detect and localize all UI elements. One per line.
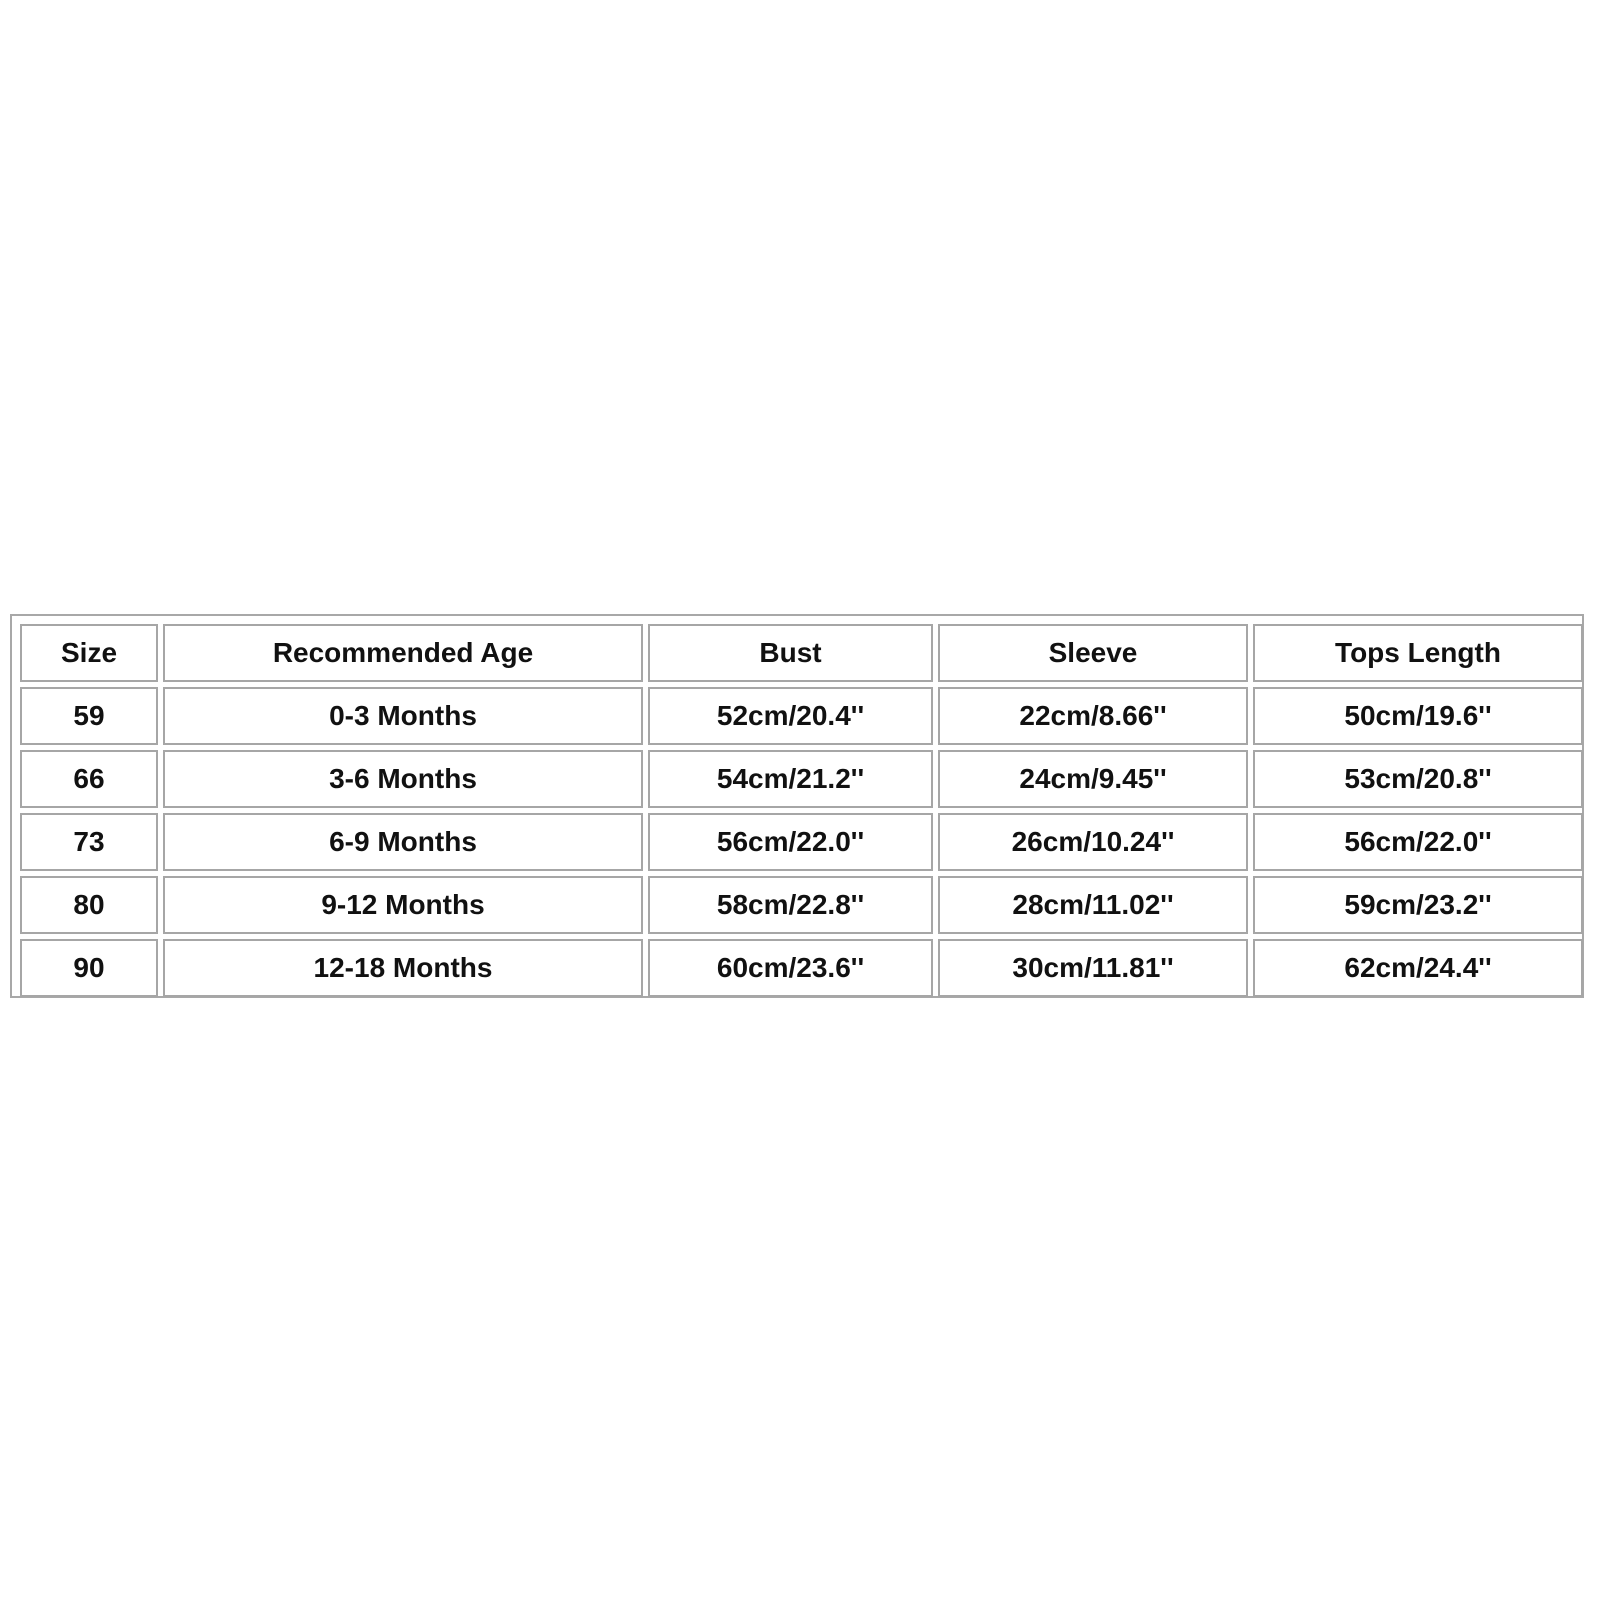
size-chart-table — [15, 619, 1588, 1002]
cell-tops-length: 59cm/23.2'' — [1253, 876, 1583, 934]
header-sleeve: Sleeve — [938, 624, 1248, 682]
cell-bust: 54cm/21.2'' — [648, 750, 933, 808]
size-chart-frame — [10, 614, 1584, 998]
cell-sleeve: 26cm/10.24'' — [938, 813, 1248, 871]
header-size: Size — [20, 624, 158, 682]
cell-tops-length: 50cm/19.6'' — [1253, 687, 1583, 745]
cell-size: 66 — [20, 750, 158, 808]
cell-recommended-age: 12-18 Months — [163, 939, 643, 997]
cell-sleeve: 24cm/9.45'' — [938, 750, 1248, 808]
cell-size: 59 — [20, 687, 158, 745]
table-row — [20, 876, 1583, 934]
cell-recommended-age: 0-3 Months — [163, 687, 643, 745]
header-bust: Bust — [648, 624, 933, 682]
cell-tops-length: 56cm/22.0'' — [1253, 813, 1583, 871]
cell-size: 73 — [20, 813, 158, 871]
cell-sleeve: 28cm/11.02'' — [938, 876, 1248, 934]
cell-bust: 56cm/22.0'' — [648, 813, 933, 871]
header-row — [20, 624, 1583, 682]
header-recommended-age: Recommended Age — [163, 624, 643, 682]
table-row — [20, 813, 1583, 871]
header-tops-length: Tops Length — [1253, 624, 1583, 682]
cell-sleeve: 30cm/11.81'' — [938, 939, 1248, 997]
cell-recommended-age: 6-9 Months — [163, 813, 643, 871]
cell-sleeve: 22cm/8.66'' — [938, 687, 1248, 745]
cell-recommended-age: 9-12 Months — [163, 876, 643, 934]
table-row — [20, 687, 1583, 745]
cell-size: 90 — [20, 939, 158, 997]
cell-bust: 58cm/22.8'' — [648, 876, 933, 934]
table-row — [20, 750, 1583, 808]
table-row — [20, 939, 1583, 997]
cell-size: 80 — [20, 876, 158, 934]
cell-recommended-age: 3-6 Months — [163, 750, 643, 808]
cell-bust: 52cm/20.4'' — [648, 687, 933, 745]
cell-bust: 60cm/23.6'' — [648, 939, 933, 997]
cell-tops-length: 62cm/24.4'' — [1253, 939, 1583, 997]
cell-tops-length: 53cm/20.8'' — [1253, 750, 1583, 808]
